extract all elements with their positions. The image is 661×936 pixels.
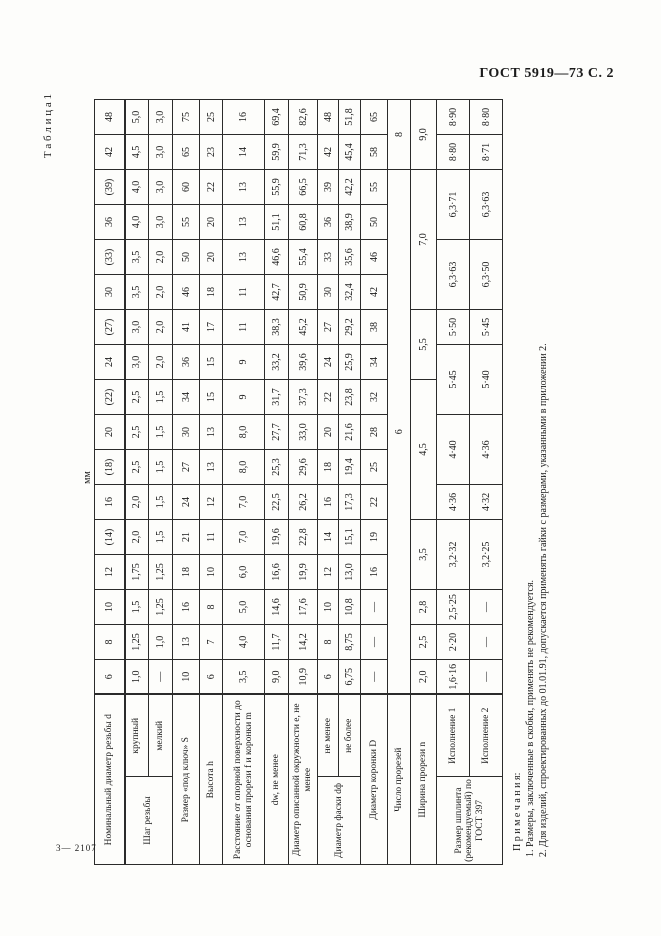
cell-distance-to-slot-12: 13: [223, 240, 265, 275]
cell-nominal-diameter-14: (39): [95, 170, 125, 205]
cell-bearing-face-diameter-7: 27,7: [265, 415, 289, 450]
cell-nominal-diameter-2: 10: [95, 590, 125, 625]
cell-chamfer-max-11: 32,4: [339, 275, 361, 310]
cell-nominal-diameter-15: 42: [95, 135, 125, 170]
table-row-cotter-pin-var1: [437, 100, 470, 865]
cell-circumscribed-diameter-13: 60,8: [289, 205, 318, 240]
row-label-height: Высота h: [200, 695, 223, 865]
cell-bearing-face-diameter-11: 42,7: [265, 275, 289, 310]
cell-cotter-pin-var2-2: —: [470, 590, 503, 625]
cell-chamfer-max-5: 17,3: [339, 485, 361, 520]
row-label-distance-to-slot: Расстояние от опорной поверхности до основания прорези f и коронки m: [223, 695, 265, 865]
cell-pitch-coarse-11: 3,5: [125, 275, 149, 310]
table-row-slot-count: [388, 100, 411, 865]
cell-chamfer-min-0: 6: [318, 660, 339, 695]
cell-crown-diameter-8: 32: [361, 380, 388, 415]
cell-height-1: 7: [200, 625, 223, 660]
cell-pitch-coarse-12: 3,5: [125, 240, 149, 275]
cell-chamfer-min-15: 42: [318, 135, 339, 170]
cell-cotter-pin-var2-11: 8·80: [470, 100, 503, 135]
table-caption: Т а б л и ц а 1: [42, 94, 54, 159]
cell-cotter-pin-var2-3: 3,2·25: [470, 520, 503, 590]
cell-nominal-diameter-12: (33): [95, 240, 125, 275]
cell-nominal-diameter-3: 12: [95, 555, 125, 590]
cell-crown-diameter-9: 34: [361, 345, 388, 380]
cell-circumscribed-diameter-16: 82,6: [289, 100, 318, 135]
cell-pitch-coarse-7: 2,5: [125, 415, 149, 450]
cell-pitch-fine-1: 1,0: [149, 625, 173, 660]
cell-pitch-fine-9: 2,0: [149, 345, 173, 380]
cell-circumscribed-diameter-3: 19,9: [289, 555, 318, 590]
table-row-slot-width: [411, 100, 437, 865]
cell-pitch-coarse-1: 1,25: [125, 625, 149, 660]
cell-slot-width-1: 2,5: [411, 625, 437, 660]
cell-height-7: 13: [200, 415, 223, 450]
cell-nominal-diameter-0: 6: [95, 660, 125, 695]
cell-chamfer-max-6: 19,4: [339, 450, 361, 485]
cell-nominal-diameter-1: 8: [95, 625, 125, 660]
cell-chamfer-min-4: 14: [318, 520, 339, 555]
cell-cotter-pin-var1-10: 8·80: [437, 135, 470, 170]
cell-circumscribed-diameter-9: 39,6: [289, 345, 318, 380]
cell-chamfer-min-16: 48: [318, 100, 339, 135]
cell-circumscribed-diameter-4: 22,8: [289, 520, 318, 555]
cell-chamfer-min-11: 30: [318, 275, 339, 310]
cell-pitch-fine-7: 1,5: [149, 415, 173, 450]
cell-chamfer-max-10: 29,2: [339, 310, 361, 345]
cell-height-8: 15: [200, 380, 223, 415]
cell-bearing-face-diameter-0: 9,0: [265, 660, 289, 695]
cell-circumscribed-diameter-14: 66,5: [289, 170, 318, 205]
cell-wrench-size-0: 10: [173, 660, 200, 695]
cell-nominal-diameter-9: 24: [95, 345, 125, 380]
cell-circumscribed-diameter-8: 37,3: [289, 380, 318, 415]
table-row-distance-to-slot: [223, 100, 265, 865]
cell-wrench-size-6: 27: [173, 450, 200, 485]
cell-slot-width-6: 7,0: [411, 170, 437, 310]
sub-label-cotter-pin-var1: Исполнение 1: [437, 695, 470, 777]
cell-pitch-fine-6: 1,5: [149, 450, 173, 485]
cell-distance-to-slot-9: 9: [223, 345, 265, 380]
cell-slot-width-5: 5,5: [411, 310, 437, 380]
cell-bearing-face-diameter-8: 31,7: [265, 380, 289, 415]
cell-distance-to-slot-8: 9: [223, 380, 265, 415]
cell-circumscribed-diameter-1: 14,2: [289, 625, 318, 660]
cell-pitch-fine-12: 2,0: [149, 240, 173, 275]
cell-pitch-fine-15: 3,0: [149, 135, 173, 170]
table-row-crown-diameter: [361, 100, 388, 865]
cell-chamfer-min-9: 24: [318, 345, 339, 380]
cell-crown-diameter-3: 16: [361, 555, 388, 590]
cell-height-15: 23: [200, 135, 223, 170]
cell-chamfer-max-4: 15,1: [339, 520, 361, 555]
table-row-chamfer-min: [318, 100, 339, 865]
cell-nominal-diameter-8: (22): [95, 380, 125, 415]
row-label-slot-width: Ширина прорези n: [411, 695, 437, 865]
cell-nominal-diameter-5: 16: [95, 485, 125, 520]
cell-cotter-pin-var1-2: 2,5·25: [437, 590, 470, 625]
dimensions-table: [94, 99, 503, 865]
table-row-pitch-coarse: [125, 100, 149, 865]
cell-circumscribed-diameter-11: 50,9: [289, 275, 318, 310]
cell-pitch-fine-14: 3,0: [149, 170, 173, 205]
cell-pitch-fine-3: 1,25: [149, 555, 173, 590]
cell-pitch-coarse-2: 1,5: [125, 590, 149, 625]
cell-cotter-pin-var2-9: 6,3·63: [470, 170, 503, 240]
cell-chamfer-min-14: 39: [318, 170, 339, 205]
cell-bearing-face-diameter-14: 55,9: [265, 170, 289, 205]
cell-cotter-pin-var1-0: 1,6·16: [437, 660, 470, 695]
cell-height-2: 8: [200, 590, 223, 625]
cell-chamfer-max-15: 45,4: [339, 135, 361, 170]
cell-chamfer-max-2: 10,8: [339, 590, 361, 625]
cell-chamfer-min-3: 12: [318, 555, 339, 590]
cell-bearing-face-diameter-2: 14,6: [265, 590, 289, 625]
cell-chamfer-min-5: 16: [318, 485, 339, 520]
cell-wrench-size-10: 41: [173, 310, 200, 345]
cell-pitch-coarse-9: 3,0: [125, 345, 149, 380]
table-row-nominal-diameter: [95, 100, 125, 865]
cell-bearing-face-diameter-9: 33,2: [265, 345, 289, 380]
note-item-2: 2. Для изделий, спроектированных до 01.01.91, допускается применять гайки с размерами, указанными в приложении 2.: [537, 343, 549, 857]
cell-chamfer-min-8: 22: [318, 380, 339, 415]
cell-chamfer-min-12: 33: [318, 240, 339, 275]
cell-cotter-pin-var2-6: 5·40: [470, 345, 503, 415]
cell-pitch-coarse-10: 3,0: [125, 310, 149, 345]
cell-nominal-diameter-7: 20: [95, 415, 125, 450]
cell-distance-to-slot-15: 14: [223, 135, 265, 170]
cell-circumscribed-diameter-2: 17,6: [289, 590, 318, 625]
print-order-mark: 3— 2107: [56, 843, 97, 853]
cell-slot-width-3: 3,5: [411, 520, 437, 590]
cell-distance-to-slot-5: 7,0: [223, 485, 265, 520]
cell-bearing-face-diameter-6: 25,3: [265, 450, 289, 485]
cell-height-0: 6: [200, 660, 223, 695]
cell-cotter-pin-var2-1: —: [470, 625, 503, 660]
cell-cotter-pin-var1-9: 6,3·71: [437, 170, 470, 240]
cell-crown-diameter-4: 19: [361, 520, 388, 555]
cell-cotter-pin-var1-5: 4·40: [437, 415, 470, 485]
cell-pitch-fine-10: 2,0: [149, 310, 173, 345]
sub-label-pitch-coarse: крупный: [125, 695, 149, 777]
cell-distance-to-slot-10: 11: [223, 310, 265, 345]
cell-circumscribed-diameter-10: 45,2: [289, 310, 318, 345]
cell-distance-to-slot-4: 7,0: [223, 520, 265, 555]
cell-wrench-size-14: 60: [173, 170, 200, 205]
cell-height-14: 22: [200, 170, 223, 205]
cell-nominal-diameter-6: (18): [95, 450, 125, 485]
sub-label-chamfer-max: не более: [339, 695, 361, 777]
cell-wrench-size-3: 18: [173, 555, 200, 590]
cell-bearing-face-diameter-12: 46,6: [265, 240, 289, 275]
cell-distance-to-slot-14: 13: [223, 170, 265, 205]
table-row-chamfer-max: [339, 100, 361, 865]
cell-pitch-fine-13: 3,0: [149, 205, 173, 240]
cell-slot-width-4: 4,5: [411, 380, 437, 520]
cell-slot-count-1: 8: [388, 100, 411, 170]
cell-pitch-fine-8: 1,5: [149, 380, 173, 415]
cell-pitch-coarse-6: 2,5: [125, 450, 149, 485]
cell-wrench-size-5: 24: [173, 485, 200, 520]
cell-cotter-pin-var1-6: 5·45: [437, 345, 470, 415]
cell-distance-to-slot-1: 4,0: [223, 625, 265, 660]
cell-wrench-size-9: 36: [173, 345, 200, 380]
rotated-table-block: [40, 90, 585, 865]
cell-distance-to-slot-7: 8,0: [223, 415, 265, 450]
cell-slot-width-2: 2,8: [411, 590, 437, 625]
cell-nominal-diameter-16: 48: [95, 100, 125, 135]
row-label-wrench-size: Размер «под ключ» S: [173, 695, 200, 865]
cell-crown-diameter-1: —: [361, 625, 388, 660]
cell-circumscribed-diameter-6: 29,6: [289, 450, 318, 485]
page-header-standard-number: ГОСТ 5919—73 С. 2: [479, 66, 614, 81]
cell-cotter-pin-var1-1: 2·20: [437, 625, 470, 660]
cell-crown-diameter-14: 55: [361, 170, 388, 205]
cell-wrench-size-2: 16: [173, 590, 200, 625]
cell-chamfer-max-0: 6,75: [339, 660, 361, 695]
cell-circumscribed-diameter-15: 71,3: [289, 135, 318, 170]
cell-distance-to-slot-11: 11: [223, 275, 265, 310]
cell-cotter-pin-var1-3: 3,2·32: [437, 520, 470, 590]
note-item-1: 1. Размеры, заключенные в скобки, применять не рекомендуется.: [524, 579, 536, 857]
row-label-circumscribed-diameter: Диаметр описанной окружности e, не менее: [289, 695, 318, 865]
table-row-cotter-pin-var2: [470, 100, 503, 865]
table-row-height: [200, 100, 223, 865]
cell-cotter-pin-var1-4: 4·36: [437, 485, 470, 520]
cell-circumscribed-diameter-0: 10,9: [289, 660, 318, 695]
cell-pitch-fine-11: 2,0: [149, 275, 173, 310]
cell-cotter-pin-var2-7: 5·45: [470, 310, 503, 345]
cell-pitch-coarse-14: 4,0: [125, 170, 149, 205]
table-row-wrench-size: [173, 100, 200, 865]
notes-title: П р и м е ч а н и я:: [512, 772, 523, 851]
cell-wrench-size-1: 13: [173, 625, 200, 660]
cell-chamfer-max-14: 42,2: [339, 170, 361, 205]
cell-cotter-pin-var2-8: 6,3·50: [470, 240, 503, 310]
sub-label-chamfer-min: не менее: [318, 695, 339, 777]
cell-chamfer-min-13: 36: [318, 205, 339, 240]
cell-nominal-diameter-10: (27): [95, 310, 125, 345]
cell-distance-to-slot-16: 16: [223, 100, 265, 135]
cell-height-16: 25: [200, 100, 223, 135]
cell-wrench-size-13: 55: [173, 205, 200, 240]
cell-bearing-face-diameter-16: 69,4: [265, 100, 289, 135]
cell-distance-to-slot-6: 8,0: [223, 450, 265, 485]
cell-pitch-fine-2: 1,25: [149, 590, 173, 625]
cell-slot-count-0: 6: [388, 170, 411, 695]
cell-chamfer-min-2: 10: [318, 590, 339, 625]
cell-chamfer-max-13: 38,9: [339, 205, 361, 240]
cell-bearing-face-diameter-15: 59,9: [265, 135, 289, 170]
cell-crown-diameter-11: 42: [361, 275, 388, 310]
cell-chamfer-min-10: 27: [318, 310, 339, 345]
cell-crown-diameter-10: 38: [361, 310, 388, 345]
cell-bearing-face-diameter-13: 51,1: [265, 205, 289, 240]
cell-slot-width-7: 9,0: [411, 100, 437, 170]
cell-height-10: 17: [200, 310, 223, 345]
cell-crown-diameter-7: 28: [361, 415, 388, 450]
cell-crown-diameter-5: 22: [361, 485, 388, 520]
cell-chamfer-max-8: 23,8: [339, 380, 361, 415]
cell-cotter-pin-var1-8: 6,3·63: [437, 240, 470, 310]
cell-nominal-diameter-13: 36: [95, 205, 125, 240]
cell-crown-diameter-13: 50: [361, 205, 388, 240]
table-row-circumscribed-diameter: [289, 100, 318, 865]
cell-crown-diameter-6: 25: [361, 450, 388, 485]
cell-slot-width-0: 2,0: [411, 660, 437, 695]
cell-cotter-pin-var2-4: 4·32: [470, 485, 503, 520]
cell-pitch-fine-16: 3,0: [149, 100, 173, 135]
cell-chamfer-max-16: 51,8: [339, 100, 361, 135]
cell-circumscribed-diameter-5: 26,2: [289, 485, 318, 520]
cell-wrench-size-8: 34: [173, 380, 200, 415]
cell-pitch-fine-5: 1,5: [149, 485, 173, 520]
sub-label-pitch-fine: мелкий: [149, 695, 173, 777]
cell-pitch-coarse-15: 4,5: [125, 135, 149, 170]
cell-chamfer-min-1: 8: [318, 625, 339, 660]
cell-chamfer-min-7: 20: [318, 415, 339, 450]
group-label-pitch-coarse: Шаг резьбы: [125, 777, 173, 865]
cell-crown-diameter-16: 65: [361, 100, 388, 135]
cell-pitch-coarse-8: 2,5: [125, 380, 149, 415]
cell-chamfer-max-3: 13,0: [339, 555, 361, 590]
row-label-slot-count: Число прорезей: [388, 695, 411, 865]
cell-nominal-diameter-11: 30: [95, 275, 125, 310]
cell-cotter-pin-var1-11: 8·90: [437, 100, 470, 135]
cell-crown-diameter-12: 46: [361, 240, 388, 275]
cell-bearing-face-diameter-1: 11,7: [265, 625, 289, 660]
cell-cotter-pin-var2-10: 8·71: [470, 135, 503, 170]
cell-distance-to-slot-2: 5,0: [223, 590, 265, 625]
row-label-nominal-diameter: Номинальный диаметр резьбы d: [95, 695, 125, 865]
sub-label-cotter-pin-var2: Исполнение 2: [470, 695, 503, 777]
cell-pitch-coarse-16: 5,0: [125, 100, 149, 135]
cell-circumscribed-diameter-7: 33,0: [289, 415, 318, 450]
row-label-crown-diameter: Диаметр коронки D: [361, 695, 388, 865]
cell-cotter-pin-var2-5: 4·36: [470, 415, 503, 485]
group-label-cotter-pin-var1: Размер шплинта (рекомендуемый) по ГОСТ 397: [437, 777, 503, 865]
cell-circumscribed-diameter-12: 55,4: [289, 240, 318, 275]
cell-pitch-coarse-3: 1,75: [125, 555, 149, 590]
cell-cotter-pin-var1-7: 5·50: [437, 310, 470, 345]
cell-crown-diameter-0: —: [361, 660, 388, 695]
cell-chamfer-min-6: 18: [318, 450, 339, 485]
cell-wrench-size-11: 46: [173, 275, 200, 310]
cell-pitch-fine-0: —: [149, 660, 173, 695]
cell-height-4: 11: [200, 520, 223, 555]
cell-chamfer-max-9: 25,9: [339, 345, 361, 380]
cell-wrench-size-7: 30: [173, 415, 200, 450]
cell-nominal-diameter-4: (14): [95, 520, 125, 555]
cell-pitch-coarse-13: 4,0: [125, 205, 149, 240]
table-row-bearing-face-diameter: [265, 100, 289, 865]
cell-wrench-size-4: 21: [173, 520, 200, 555]
units-label: мм: [82, 471, 93, 484]
cell-distance-to-slot-0: 3,5: [223, 660, 265, 695]
row-label-bearing-face-diameter: dw, не менее: [265, 695, 289, 865]
cell-bearing-face-diameter-4: 19,6: [265, 520, 289, 555]
cell-cotter-pin-var2-0: —: [470, 660, 503, 695]
cell-height-9: 15: [200, 345, 223, 380]
cell-distance-to-slot-3: 6,0: [223, 555, 265, 590]
table-row-pitch-fine: [149, 100, 173, 865]
cell-bearing-face-diameter-10: 38,3: [265, 310, 289, 345]
cell-pitch-coarse-0: 1,0: [125, 660, 149, 695]
cell-pitch-fine-4: 1,5: [149, 520, 173, 555]
cell-pitch-coarse-4: 2,0: [125, 520, 149, 555]
cell-bearing-face-diameter-3: 16,6: [265, 555, 289, 590]
notes-block: [512, 90, 550, 865]
cell-crown-diameter-2: —: [361, 590, 388, 625]
cell-wrench-size-12: 50: [173, 240, 200, 275]
cell-height-11: 18: [200, 275, 223, 310]
group-label-chamfer-min: Диаметр фаски dф: [318, 777, 361, 865]
cell-chamfer-max-12: 35,6: [339, 240, 361, 275]
cell-height-12: 20: [200, 240, 223, 275]
cell-height-3: 10: [200, 555, 223, 590]
cell-height-6: 13: [200, 450, 223, 485]
cell-chamfer-max-7: 21,6: [339, 415, 361, 450]
cell-chamfer-max-1: 8,75: [339, 625, 361, 660]
cell-height-5: 12: [200, 485, 223, 520]
cell-pitch-coarse-5: 2,0: [125, 485, 149, 520]
cell-bearing-face-diameter-5: 22,5: [265, 485, 289, 520]
cell-height-13: 20: [200, 205, 223, 240]
cell-crown-diameter-15: 58: [361, 135, 388, 170]
cell-wrench-size-15: 65: [173, 135, 200, 170]
cell-wrench-size-16: 75: [173, 100, 200, 135]
cell-distance-to-slot-13: 13: [223, 205, 265, 240]
